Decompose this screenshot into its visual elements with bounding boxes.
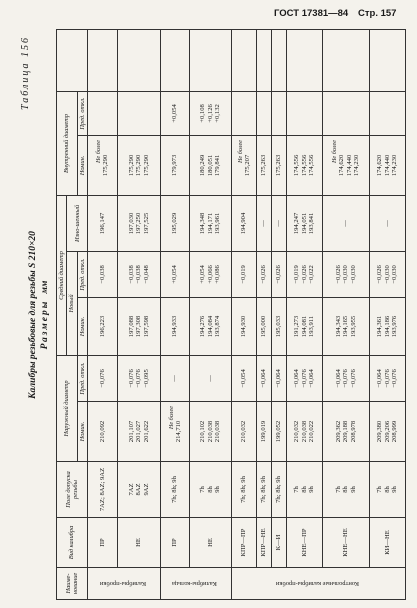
cell-md-p: −0,026 −0,030 −0,030 (369, 251, 405, 297)
cell-id-n: 175,290 175,290 175,290 (117, 135, 160, 195)
col-tolerance: Поле допуска резьбы (57, 462, 88, 518)
ne-bolee-note: Не более (331, 139, 339, 164)
cell-md-n: 194,933 (161, 297, 190, 355)
cell-od-n: 210,102 210,038 210,038 (190, 402, 232, 462)
table-label: Таблица 156 (20, 36, 31, 110)
cell-od-p: −0,064 −0,076 −0,076 (369, 355, 405, 401)
cell-md-n: 196,223 (88, 297, 118, 355)
cell-id-p: +0,054 (161, 91, 190, 135)
col-id-pred: Пред. откл. (77, 91, 87, 135)
table-row (190, 29, 232, 599)
cell-md-p: −0,019 (232, 251, 257, 297)
cell-spacer (257, 29, 272, 91)
cell-worn: 197,030 197,250 197,525 (117, 195, 160, 251)
cell-worn: 195,029 (161, 195, 190, 251)
group-control: Контрольные калибры-пробки (232, 568, 406, 600)
cell-id-p (257, 91, 272, 135)
cell-spacer (117, 29, 160, 91)
cell-spacer (272, 29, 287, 91)
ne-bolee-note: Не более (167, 406, 175, 430)
cell-md-p: −0,038 −0,038 −0,048 (117, 251, 160, 297)
col-new: Новый (67, 251, 77, 355)
cell-worn: — (257, 195, 272, 251)
cell-id-p (323, 91, 369, 135)
page-number: Стр. 157 (358, 8, 397, 19)
cell-od-p: −0,076 (88, 355, 118, 401)
cell-id-n: Не более 175,207 (232, 135, 257, 195)
cell-id-p (272, 91, 287, 135)
cell-id-p (88, 91, 118, 135)
cell-spacer (369, 29, 405, 91)
ne-bolee-note: Не более (95, 139, 103, 164)
cell-od-n: 209,380 209,206 208,999 (369, 402, 405, 462)
cell-md-n: 195,033 (272, 297, 287, 355)
cell-id-n: 174,556 174,556 174,556 (286, 135, 322, 195)
cell-id-p: +0,108 +0,126 +0,132 (190, 91, 232, 135)
cell-id-p (369, 91, 405, 135)
cell-od-p: −0,064 (257, 355, 272, 401)
cell-type: ПР (161, 518, 190, 568)
cell-md-n: 194,930 (232, 297, 257, 355)
table-row (272, 29, 287, 599)
cell-worn: 194,247 194,051 193,841 (286, 195, 322, 251)
col-name: Наиме-нование (57, 568, 88, 600)
cell-spacer (190, 29, 232, 91)
cell-tol: 7h; 8h; 9h (257, 462, 272, 518)
cell-spacer (232, 29, 257, 91)
cell-tol: 7h 8h 9h (190, 462, 232, 518)
cell-id-n: 175,263 (257, 135, 272, 195)
cell-md-n: 194,276 194,084 193,874 (190, 297, 232, 355)
cell-tol: 7AZ 8AZ 9AZ (117, 462, 160, 518)
cell-md-n: 195,000 (257, 297, 272, 355)
cell-od-p: −0,054 (232, 355, 257, 401)
ne-bolee-note: Не более (236, 139, 244, 164)
cell-type: КПР—НЕ (257, 518, 272, 568)
cell-od-p: −0,064 (272, 355, 287, 401)
cell-worn: 194,348 194,171 193,961 (190, 195, 232, 251)
table-row (161, 29, 190, 599)
cell-type: НЕ (190, 518, 232, 568)
col-id-nomin: Номин. (77, 135, 87, 195)
cell-worn: — (272, 195, 287, 251)
cell-id-n: Не более 174,620 174,440 174,230 (323, 135, 369, 195)
cell-od-p: −0,076 −0,076 −0,095 (117, 355, 160, 401)
col-calibre-type: Вид калибра (57, 518, 88, 568)
rotated-table-page (18, 30, 408, 600)
table-subtitle: Размерымм (40, 280, 50, 350)
group-koltsa: Калибры-кольца (161, 568, 232, 600)
col-inner: Внутренний диаметр (57, 91, 78, 195)
cell-od-n: Не более 214,710 (161, 402, 190, 462)
cell-tol: 7h 8h 9h (369, 462, 405, 518)
cell-worn: 196,147 (88, 195, 118, 251)
cell-od-p: — (190, 355, 232, 401)
cell-md-p: +0,054 (161, 251, 190, 297)
cell-spacer (88, 29, 118, 91)
col-mid: Средний диаметр (57, 195, 67, 355)
cell-od-n: 210,092 (88, 402, 118, 462)
cell-spacer (161, 29, 190, 91)
group-probki: Калибры-пробки (88, 568, 161, 600)
col-outer: Наружный диаметр (57, 355, 78, 461)
cell-spacer (323, 29, 369, 91)
cell-id-n: 174,620 174,440 174,230 (369, 135, 405, 195)
cell-md-p: +0,054 +0,066 +0,086 (190, 251, 232, 297)
cell-md-n: 194,361 194,186 193,976 (369, 297, 405, 355)
cell-od-p: — (161, 355, 190, 401)
cell-tol: 7AZ; 8AZ; 9AZ (88, 462, 118, 518)
cell-tol: 7h; 8h; 9h (272, 462, 287, 518)
table-row (257, 29, 272, 599)
col-md-pred: Пред. откл. (77, 251, 87, 297)
cell-tol: 7h 8h 9h (323, 462, 369, 518)
table-row (323, 29, 369, 599)
table-title: Калибры резьбовые для резьбы S 210×20 (28, 231, 38, 399)
cell-md-n: 191,273 194,081 193,911 (286, 297, 322, 355)
cell-type: К—И (272, 518, 287, 568)
cell-id-n: Не более 175,290 (88, 135, 118, 195)
cell-md-n: 197,088 197,308 197,598 (117, 297, 160, 355)
col-spacer (57, 29, 88, 91)
table-row (286, 29, 322, 599)
cell-md-p: −0,026 (272, 251, 287, 297)
cell-tol: 7h; 8h; 9h (232, 462, 257, 518)
cell-md-p: −0,026 (257, 251, 272, 297)
cell-type: КИ—НЕ (369, 518, 405, 568)
cell-type: КНЕ—ПР (286, 518, 322, 568)
table-body (88, 29, 406, 599)
cell-id-p (117, 91, 160, 135)
cell-worn: — (323, 195, 369, 251)
cell-od-n: 210,032 (232, 402, 257, 462)
cell-type: КНЕ—НЕ (323, 518, 369, 568)
col-od-pred: Пред. откл. (77, 355, 87, 401)
units: мм (40, 280, 50, 294)
cell-od-p: −0,064 −0,076 −0,064 (286, 355, 322, 401)
gost-number: ГОСТ 17381—84 (274, 8, 349, 19)
cell-type: КПР—ПР (232, 518, 257, 568)
table-row (117, 29, 160, 599)
cell-od-n: 199,019 (257, 402, 272, 462)
cell-md-p: −0,019 −0,026 −0,022 (286, 251, 322, 297)
cell-md-p: −0,038 (88, 251, 118, 297)
col-worn: Изно-шенный (67, 195, 88, 251)
page-header (0, 8, 417, 24)
cell-md-p: −0,026 −0,030 −0,030 (323, 251, 369, 297)
col-od-nomin: Номин. (77, 402, 87, 462)
cell-od-n: 201,107 201,027 201,622 (117, 402, 160, 462)
cell-id-p (286, 91, 322, 135)
cell-od-p: −0,064 −0,076 −0,076 (323, 355, 369, 401)
table-row (369, 29, 405, 599)
cell-od-n: 199,052 (272, 402, 287, 462)
cell-worn: — (369, 195, 405, 251)
cell-worn: 194,904 (232, 195, 257, 251)
cell-spacer (286, 29, 322, 91)
cell-tol: 7h 8h 9h (286, 462, 322, 518)
cell-type: ПР (88, 518, 118, 568)
cell-id-p (232, 91, 257, 135)
calibre-table (56, 29, 406, 600)
cell-type: НЕ (117, 518, 160, 568)
cell-id-n: 175,263 (272, 135, 287, 195)
col-md-nomin: Номин. (77, 297, 87, 355)
cell-tol: 7h; 8h; 9h (161, 462, 190, 518)
cell-id-n: 180,249 180,051 179,841 (190, 135, 232, 195)
table-row (88, 29, 118, 599)
table-row (232, 29, 257, 599)
cell-od-n: 210,032 210,038 210,022 (286, 402, 322, 462)
cell-od-n: 209,362 209,188 208,978 (323, 402, 369, 462)
cell-md-n: 194,343 194,165 193,955 (323, 297, 369, 355)
cell-id-n: 179,973 (161, 135, 190, 195)
